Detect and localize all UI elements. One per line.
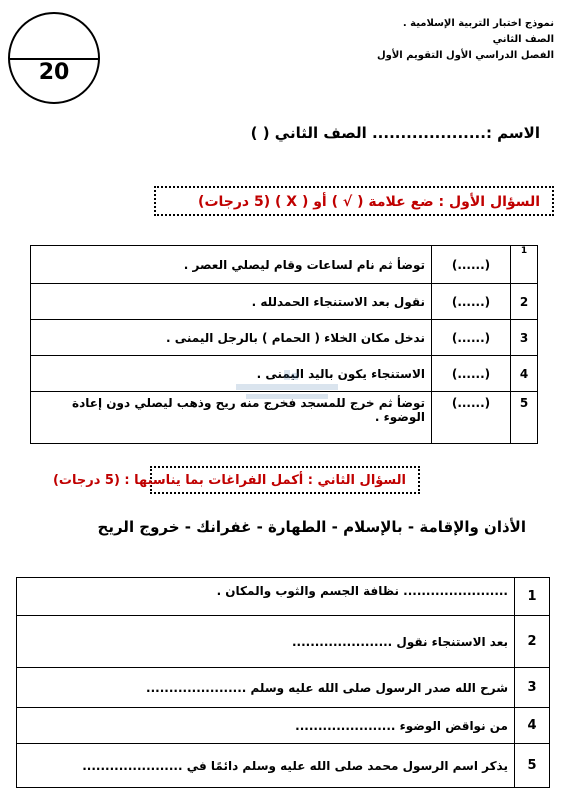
fill-blank-text[interactable]: شرح الله صدر الرسول صلى الله عليه وسلم ...................... (17, 668, 515, 708)
score-value: 20 (38, 60, 70, 85)
row-number: 4 (511, 356, 538, 392)
fill-blank-text[interactable]: من نواقض الوضوء ...................... (17, 708, 515, 744)
row-number: 4 (515, 708, 550, 744)
question1-table (30, 245, 538, 444)
table-row (17, 744, 550, 788)
fill-blank-text[interactable]: بعد الاستنجاء نقول ...................... (17, 616, 515, 668)
statement-text: توضأ ثم نام لساعات وقام ليصلي العصر . (31, 246, 432, 284)
question2-title: السؤال الثاني : أكمل الفراغات بما يناسبها : (5 درجات) (150, 466, 420, 494)
answer-blank[interactable]: (......) (432, 392, 511, 444)
answer-blank[interactable]: (......) (432, 320, 511, 356)
answer-blank[interactable]: (......) (432, 246, 511, 284)
name-grade-line: الاسم :.................... الصف الثاني ( ) (250, 124, 540, 142)
header-term: الفصل الدراسي الأول التقويم الأول (376, 50, 554, 61)
header-grade: الصف الثاني (492, 34, 554, 45)
fill-blank-text[interactable]: يذكر اسم الرسول محمد صلى الله عليه وسلم دائمًا في ...................... (17, 744, 515, 788)
score-circle (8, 12, 100, 104)
row-number: 3 (515, 668, 550, 708)
row-number: 1 (511, 246, 538, 284)
statement-text: توضأ ثم خرج للمسجد فخرج منه ريح وذهب ليصلي دون إعادة الوضوء . (31, 392, 432, 444)
answer-blank[interactable]: (......) (432, 356, 511, 392)
row-number: 2 (515, 616, 550, 668)
table-row (31, 320, 538, 356)
row-number: 3 (511, 320, 538, 356)
row-number: 5 (511, 392, 538, 444)
header-title: نموذج اختبار التربية الإسلامية . (402, 18, 554, 29)
table-row (31, 246, 538, 284)
word-bank: الأذان والإقامة - بالإسلام - الطهارة - غفرانك - خروج الريح (97, 518, 526, 536)
statement-text: نقول بعد الاستنجاء الحمدلله . (31, 284, 432, 320)
question1-title: السؤال الأول : ضع علامة ( √ ) أو ( X ) (5 درجات) (154, 186, 554, 216)
watermark-logo (232, 368, 342, 404)
row-number: 5 (515, 744, 550, 788)
table-row (17, 578, 550, 616)
table-row (31, 284, 538, 320)
table-row (17, 668, 550, 708)
question2-table (16, 577, 550, 788)
row-number: 2 (511, 284, 538, 320)
statement-text: ندخل مكان الخلاء ( الحمام ) بالرجل اليمنى . (31, 320, 432, 356)
fill-blank-text[interactable]: ....................... نظافة الجسم والثوب والمكان . (17, 578, 515, 616)
table-row (17, 708, 550, 744)
table-row (17, 616, 550, 668)
statement-text: الاستنجاء يكون باليد اليمنى . (31, 356, 432, 392)
row-number: 1 (515, 578, 550, 616)
answer-blank[interactable]: (......) (432, 284, 511, 320)
